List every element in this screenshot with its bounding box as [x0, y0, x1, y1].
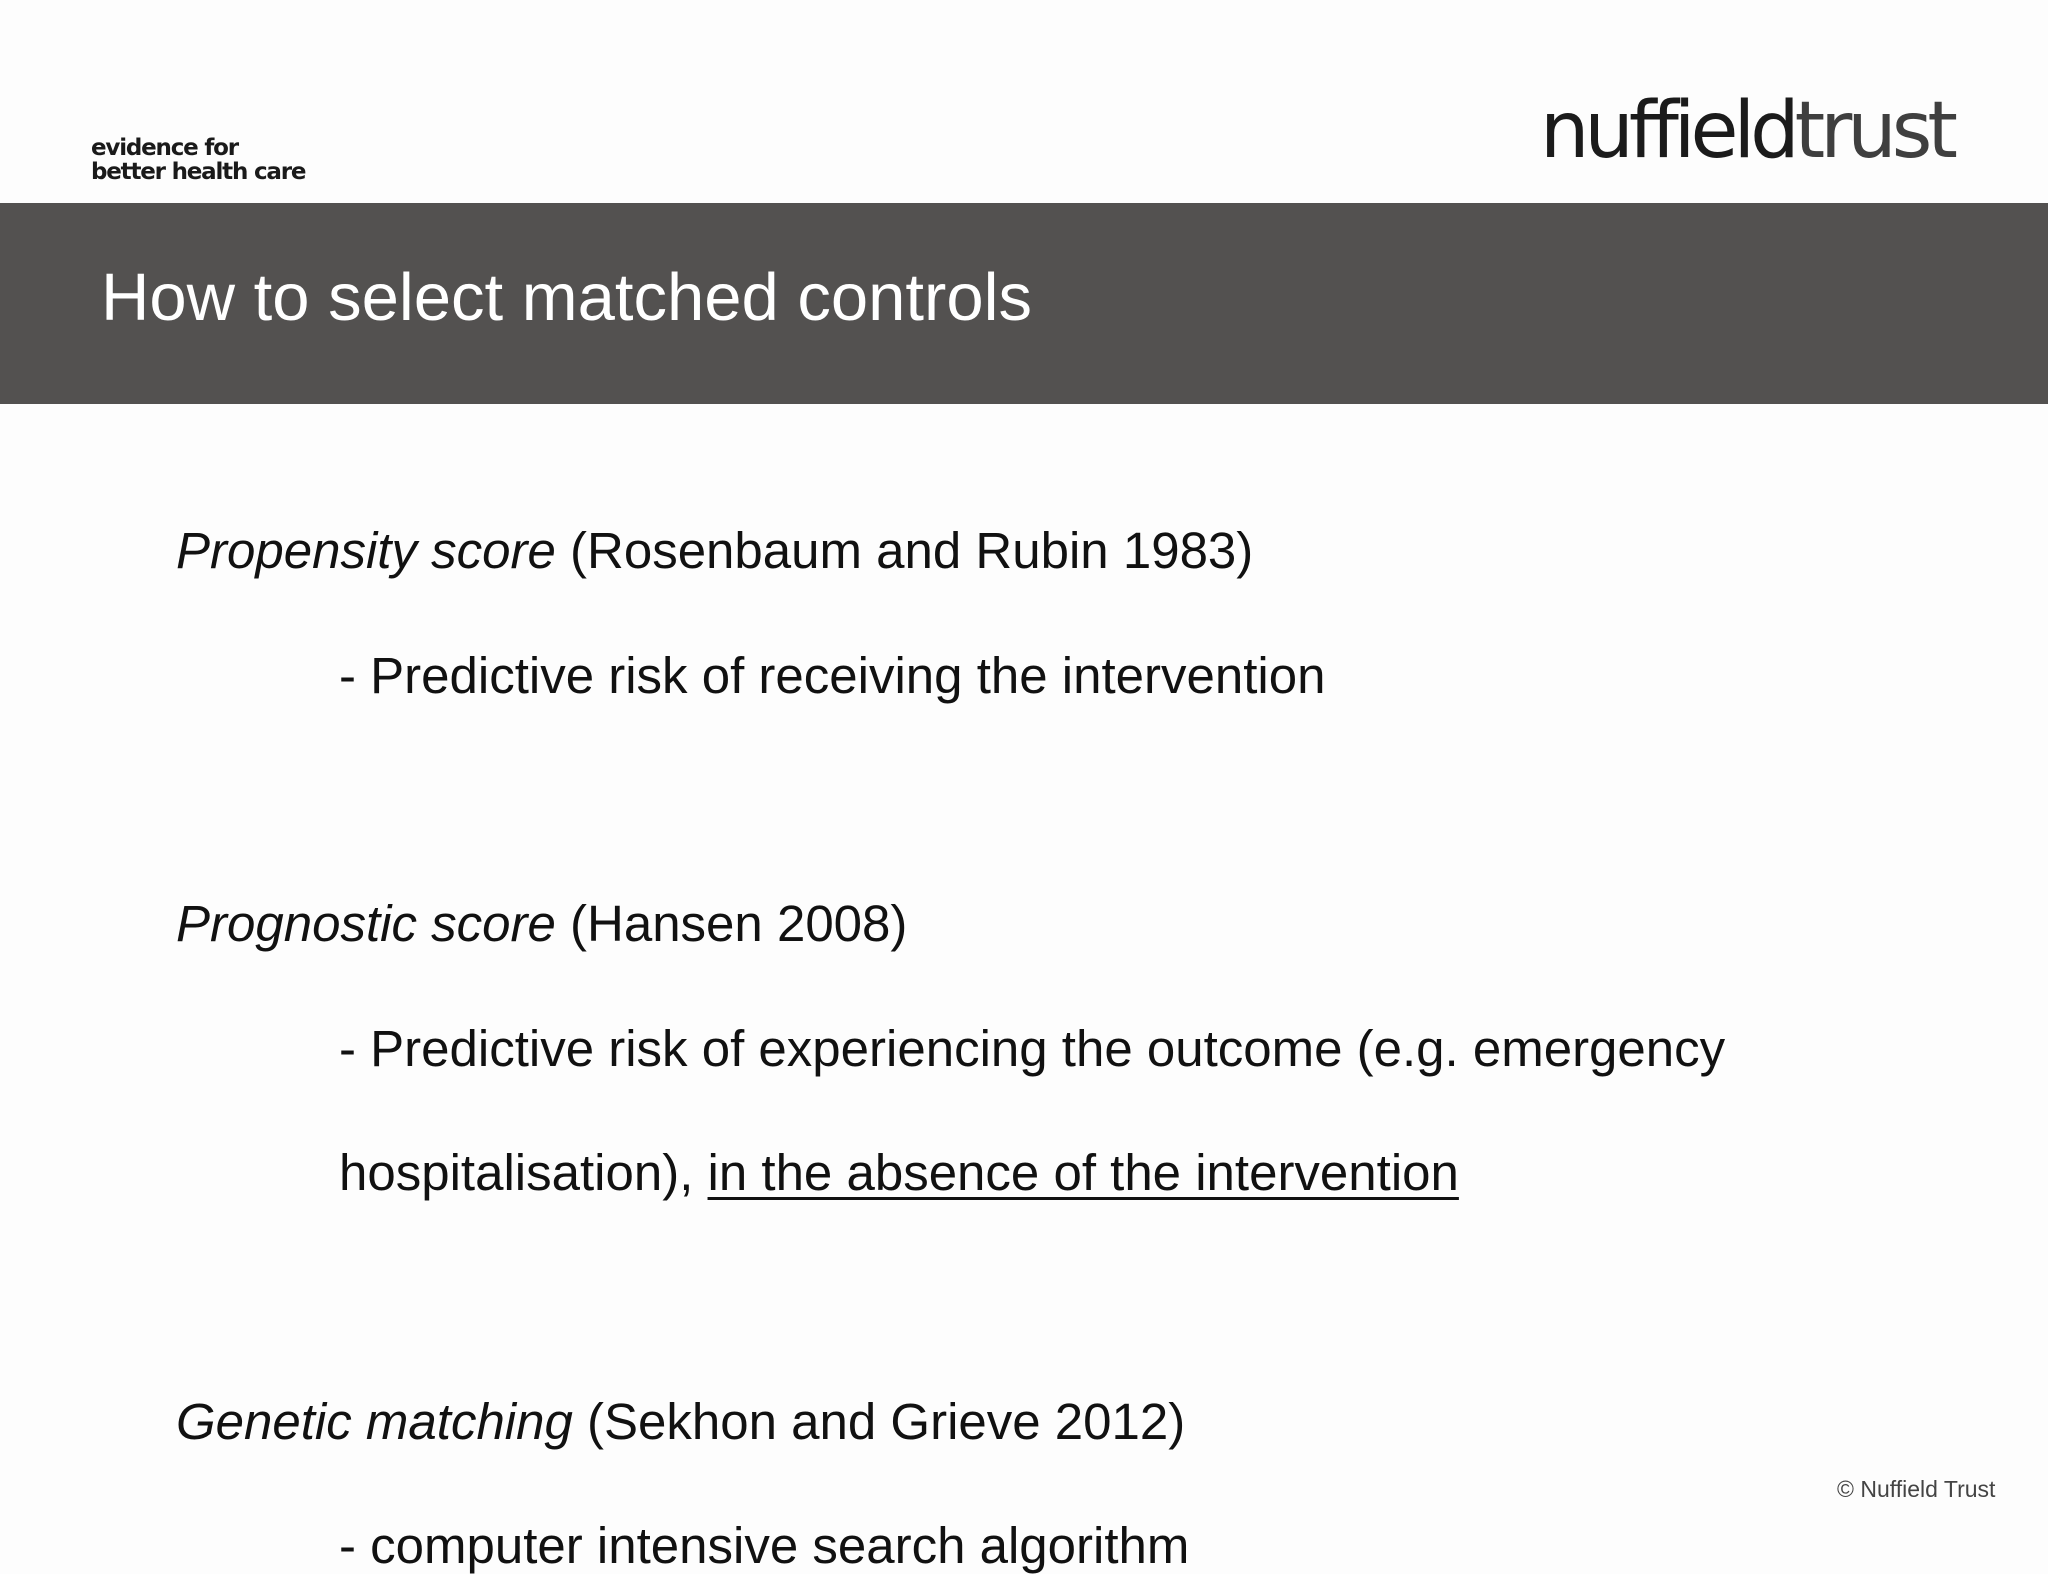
logo-part-trust: trust: [1794, 86, 1953, 176]
nuffield-trust-logo: [1540, 86, 1953, 176]
tagline-line-1: evidence for: [91, 135, 238, 161]
item-propensity-detail: - Predictive risk of receiving the intervention: [339, 647, 1326, 704]
item-prognostic-detail: - Predictive risk of experiencing the outcome (e.g. emergency: [339, 1020, 1726, 1077]
logo-part-nuffield: nuffield: [1540, 86, 1795, 176]
item-genetic-heading: [176, 1393, 1186, 1450]
item-term: Prognostic score: [176, 895, 556, 952]
item-citation: (Hansen 2008): [555, 895, 908, 952]
detail-underlined-text: in the absence of the intervention: [707, 1144, 1459, 1201]
copyright-notice: © Nuffield Trust: [1837, 1476, 1996, 1502]
detail-continued-text: hospitalisation),: [339, 1144, 708, 1201]
item-term: Genetic matching: [176, 1393, 573, 1450]
item-prognostic-heading: [176, 895, 908, 952]
tagline-line-2: better health care: [91, 159, 306, 185]
slide-title: How to select matched controls: [101, 260, 1032, 335]
item-citation: (Sekhon and Grieve 2012): [572, 1393, 1186, 1450]
item-genetic-detail: - computer intensive search algorithm: [339, 1517, 1190, 1574]
item-prognostic-detail-continued: [339, 1144, 1459, 1201]
item-term: Propensity score: [176, 522, 556, 579]
item-citation: (Rosenbaum and Rubin 1983): [555, 522, 1254, 579]
item-propensity-heading: [176, 522, 1254, 579]
tagline: [91, 136, 305, 184]
